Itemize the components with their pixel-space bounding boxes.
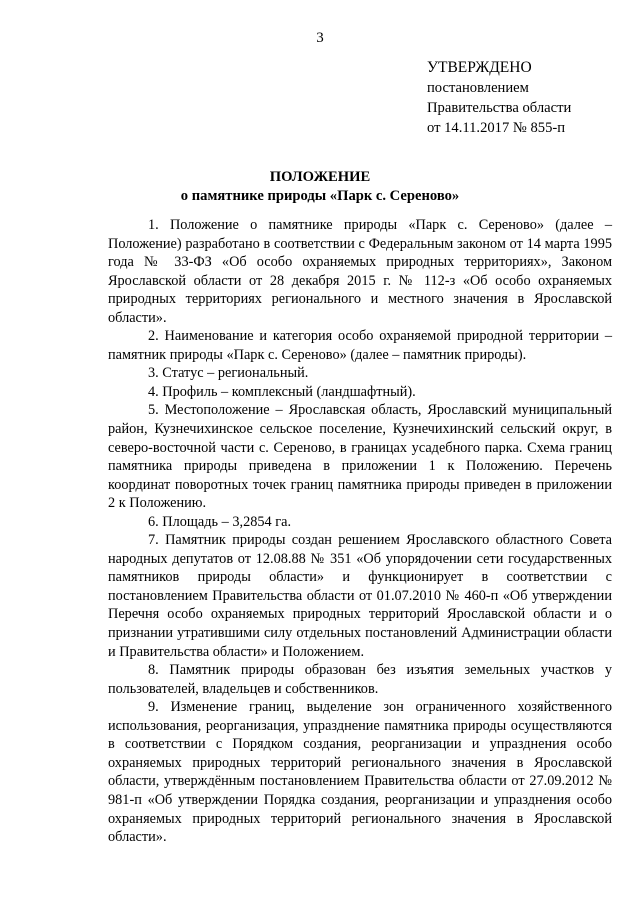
approval-line-decree: постановлением — [427, 80, 529, 96]
paragraph-5: 5. Местоположение – Ярославская область, Ярославский муниципальный район, Кузнечихинское сельское поселение, Кузнечихинский сельский округ, в северо-восточной части с. Сереново, в границах усадебного парка. Схема границ памятника природы приведена в приложении 1 к Положению. Перечень координат поворотных точек границ памятника природы приведен в приложении 2 к Положению. — [108, 402, 612, 512]
paragraph-4: 4. Профиль – комплексный (ландшафтный). — [148, 383, 416, 400]
paragraph-9: 9. Изменение границ, выделение зон ограниченного хозяйственного использования, реорганизация, упразднение памятника природы осуществляются в соответствии с Порядком создания, реорганизации и упразднения особо охраняемых природных территорий регионального значения в Ярославской области, утверждённым постановлением Правительства области от 27.09.2012 № 981-п «Об утверждении Порядка создания, реорганизации и упразднения особо охраняемых природных территорий регионального значения в Ярославской области». — [108, 699, 612, 846]
paragraph-7: 7. Памятник природы создан решением Ярославского областного Совета народных депутатов от 12.08.88 № 351 «Об упорядочении сети государственных памятников природы области» и функционирует в соответствии с постановлением Правительства области от 01.07.2010 № 460-п «Об утверждении Перечня особо охраняемых природных территорий Ярославской области и о признании утратившими силу отдельных постановлений Администрации области и Правительства области» и Положением. — [108, 532, 612, 660]
document-title — [0, 168, 640, 206]
paragraph-8: 8. Памятник природы образован без изъятия земельных участков у пользователей, владельцев и собственников. — [108, 662, 612, 697]
title-subtitle: о памятнике природы «Парк с. Сереново» — [180, 188, 460, 204]
title-main: ПОЛОЖЕНИЕ — [269, 169, 371, 185]
paragraph-3: 3. Статус – региональный. — [148, 365, 309, 382]
approval-line-government: Правительства области — [427, 100, 572, 116]
page-number: 3 — [316, 30, 324, 46]
document-body — [108, 216, 612, 847]
approval-line-date: от 14.11.2017 № 855-п — [427, 120, 566, 136]
paragraph-2: 2. Наименование и категория особо охраняемой природной территории – памятник природы «Парк с. Сереново» (далее – памятник природы). — [108, 328, 612, 363]
approval-heading: УТВЕРЖДЕНО — [427, 59, 532, 76]
approval-stamp — [427, 58, 627, 138]
paragraph-6: 6. Площадь – 3,2854 га. — [148, 513, 292, 530]
paragraph-1: 1. Положение о памятнике природы «Парк с. Сереново» (далее – Положение) разработано в соответствии с Федеральным законом от 14 марта 1995 года № 33-ФЗ «Об особо охраняемых природных территориях», Законом Ярославской области от 28 декабря 2015 г. № 112-з «Об особо охраняемых природных территориях регионального и местного значения в Ярославской области». — [108, 217, 612, 326]
